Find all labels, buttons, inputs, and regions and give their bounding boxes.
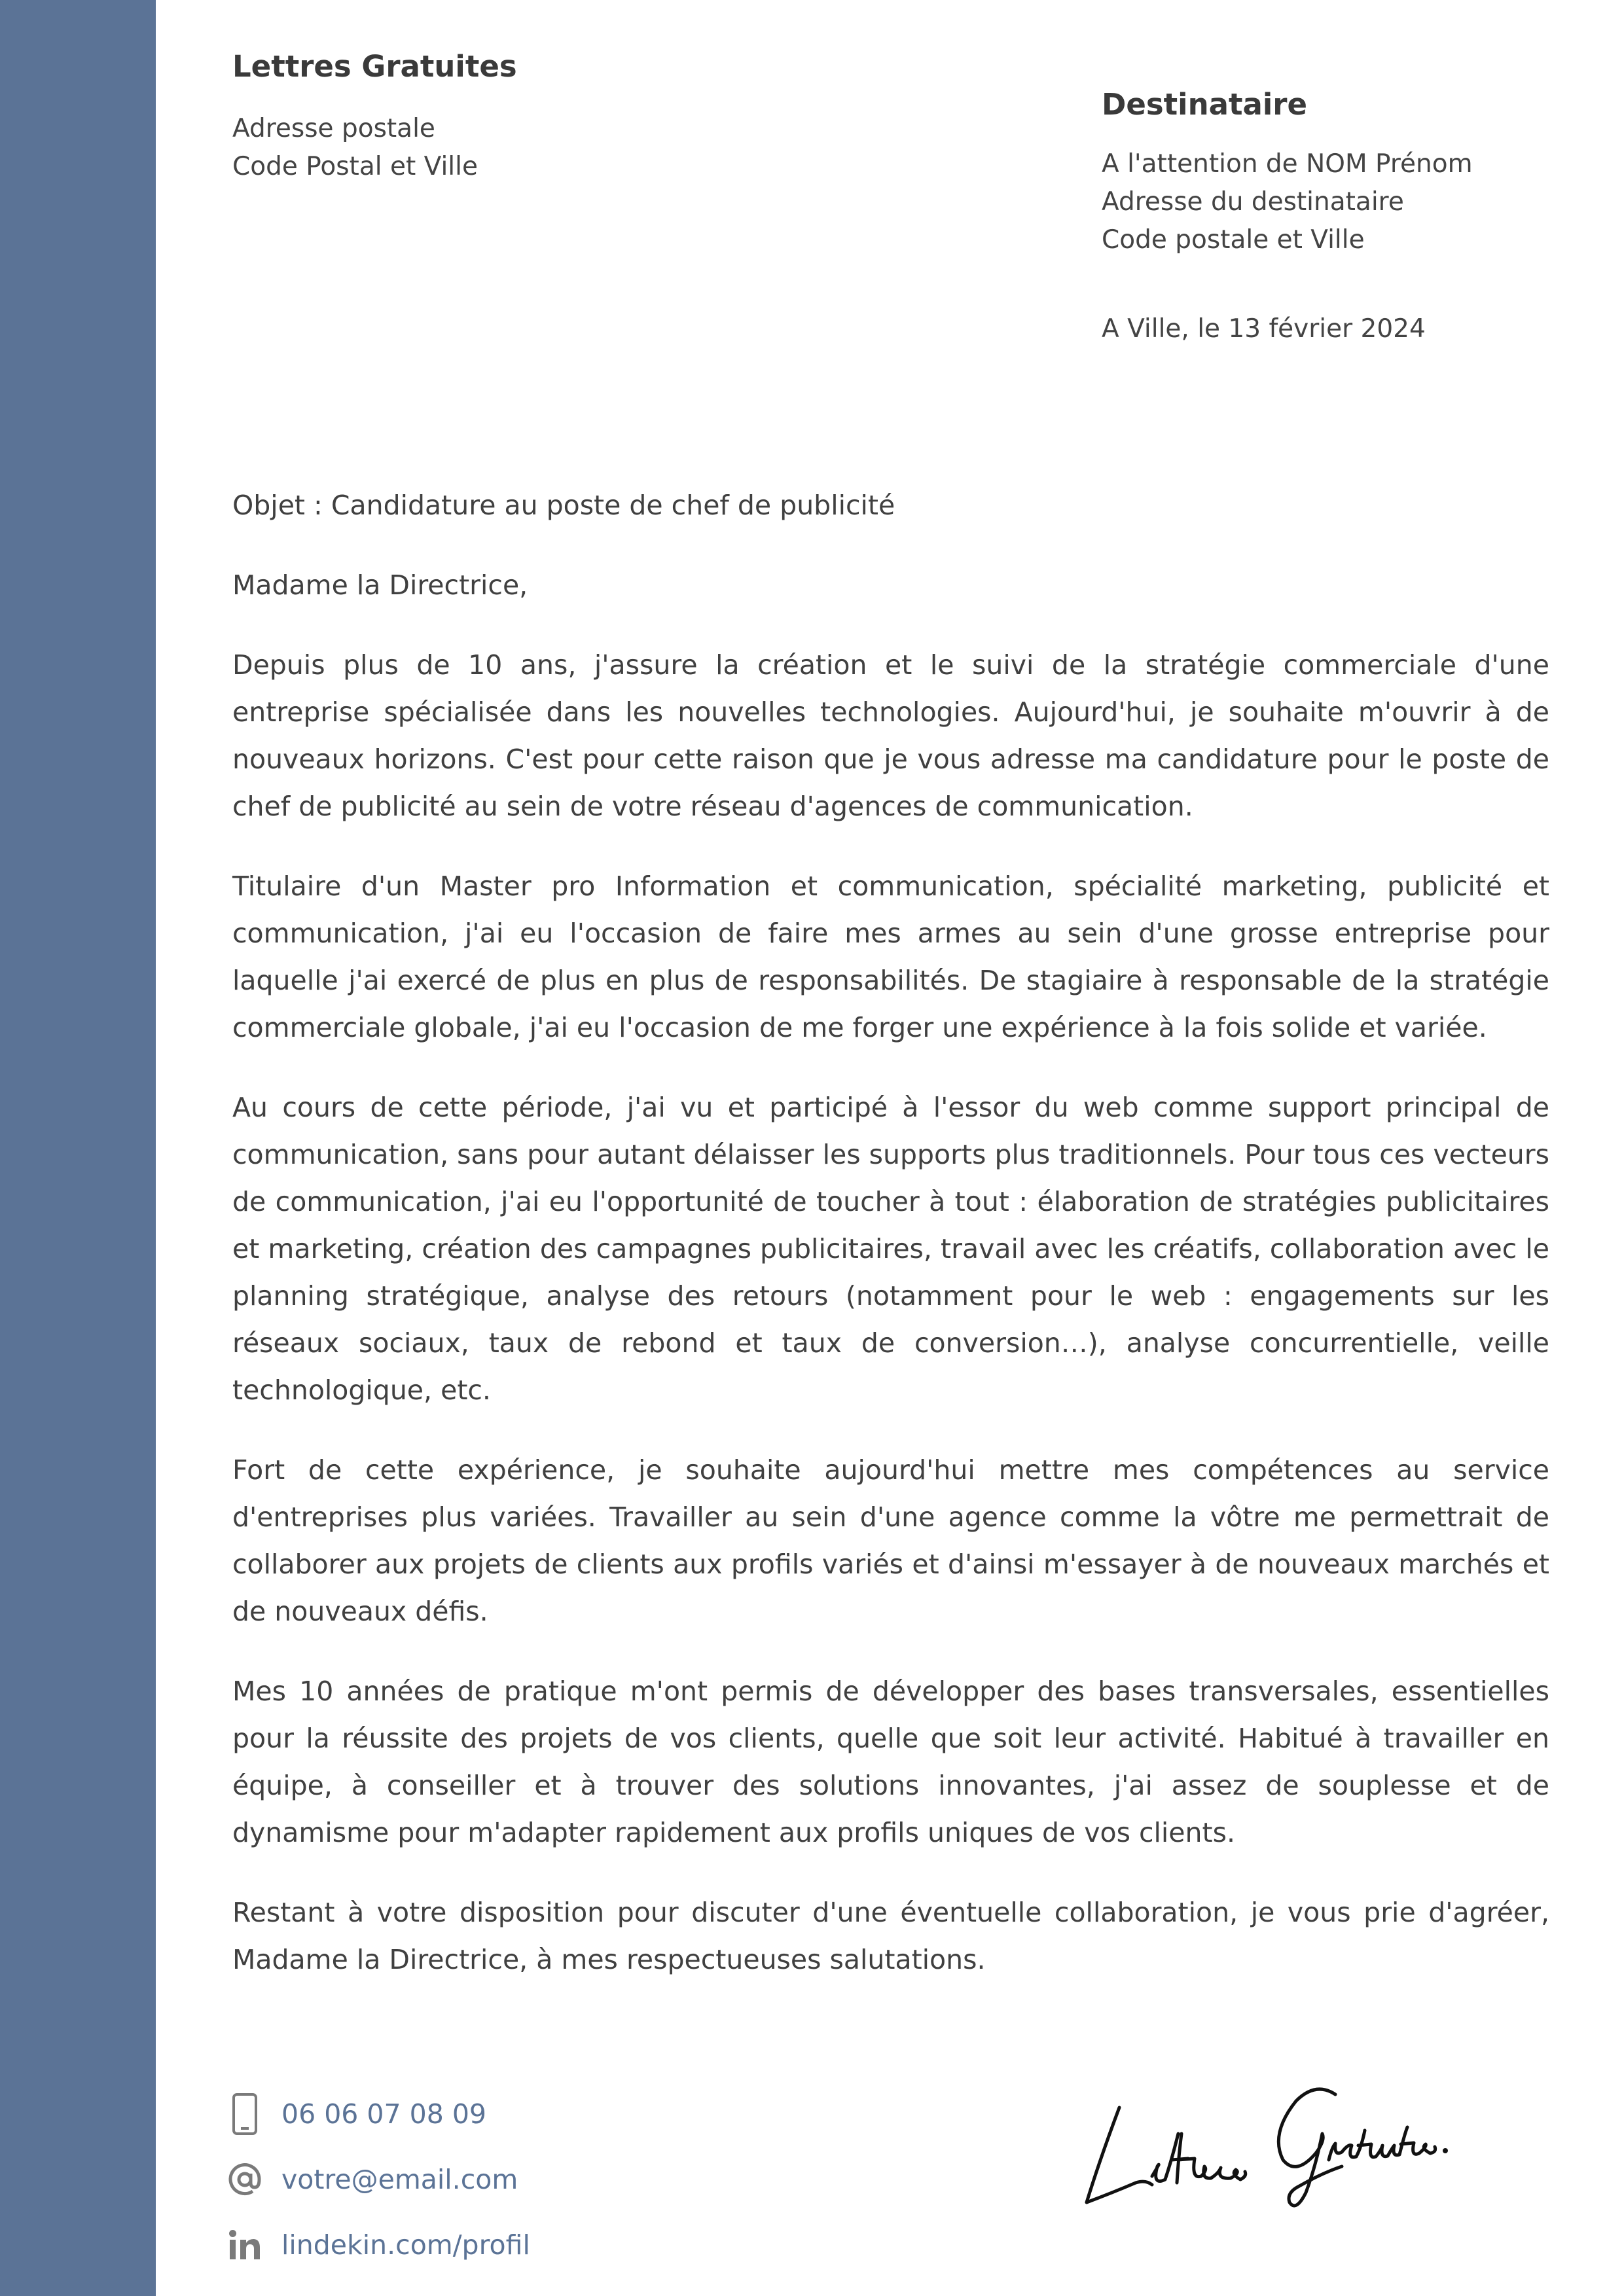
phone-icon: [228, 2094, 262, 2134]
letter-body: [232, 482, 1549, 2016]
linkedin-url[interactable]: lindekin.com/profil: [281, 2229, 530, 2261]
recipient-block: [1102, 85, 1599, 259]
paragraph-3: Au cours de cette période, j'ai vu et participé à l'essor du web comme support principal de communication, sans pour autant délaisser les supports plus traditionnels. Pour tous ces vecteurs de communication, j'ai eu l'opportunité de toucher à tout : élaboration de stratégies publicitaires et marketing, création des campagnes publicitaires, travail avec les créatifs, collaboration avec le planning stratégique, analyse des retours (notamment pour le web : engagements sur les réseaux sociaux, taux de rebond et taux de conversion…), analyse concurrentielle, veille technologique, etc.: [232, 1092, 1549, 1406]
letter-date: A Ville, le 13 février 2024: [1102, 314, 1426, 344]
sender-block: [232, 47, 821, 186]
recipient-title: Destinataire: [1102, 87, 1308, 122]
contact-phone: [228, 2081, 817, 2147]
sender-address-line1: Adresse postale: [232, 114, 435, 143]
recipient-line3: Code postale et Ville: [1102, 225, 1365, 255]
signature: [1074, 2062, 1460, 2219]
letter-salutation: Madame la Directrice,: [232, 569, 528, 601]
contact-email: [228, 2147, 817, 2212]
paragraph-4: Fort de cette expérience, je souhaite aujourd'hui mettre mes compétences au service d'entreprises plus variées. Travailler au sein d'une agence comme la vôtre me permettrait de collaborer aux projets de clients aux profils variés et d'ainsi m'essayer à de nouveaux marchés et de nouveaux défis.: [232, 1454, 1549, 1627]
paragraph-5: Mes 10 années de pratique m'ont permis de développer des bases transversales, essentielles pour la réussite des projets de vos clients, quelle que soit leur activité. Habitué à travailler en équipe, à conseiller et à trouver des solutions innovantes, j'ai assez de souplesse et de dynamisme pour m'adapter rapidement aux profils uniques de vos clients.: [232, 1676, 1549, 1848]
paragraph-1: Depuis plus de 10 ans, j'assure la création et le suivi de la stratégie commerciale d'une entreprise spécialisée dans les nouvelles technologies. Aujourd'hui, je souhaite m'ouvrir à de nouveaux horizons. C'est pour cette raison que je vous adresse ma candidature pour le poste de chef de publicité au sein de votre réseau d'agences de communication.: [232, 649, 1549, 822]
email-address[interactable]: votre@email.com: [281, 2164, 518, 2195]
paragraph-2: Titulaire d'un Master pro Information et communication, spécialité marketing, publicité et communication, j'ai eu l'occasion de faire mes armes au sein d'une grosse entreprise pour laquelle j'ai exercé de plus en plus de responsabilités. De stagiaire à responsable de la stratégie commerciale globale, j'ai eu l'occasion de me forger une expérience à la fois solide et variée.: [232, 870, 1549, 1043]
sender-address-line2: Code Postal et Ville: [232, 152, 478, 181]
contact-linkedin: [228, 2212, 817, 2278]
sidebar-band: [0, 0, 156, 2296]
contact-block: [228, 2081, 817, 2278]
recipient-line1: A l'attention de NOM Prénom: [1102, 149, 1473, 179]
paragraph-closing: Restant à votre disposition pour discuter d'une éventuelle collaboration, je vous prie d'agréer, Madame la Directrice, à mes respectueuses salutations.: [232, 1897, 1549, 1975]
sender-name: Lettres Gratuites: [232, 49, 517, 84]
at-icon: [228, 2160, 262, 2199]
phone-number[interactable]: 06 06 07 08 09: [281, 2098, 486, 2130]
linkedin-icon: [228, 2225, 262, 2265]
letter-subject: Objet : Candidature au poste de chef de publicité: [232, 490, 895, 521]
recipient-line2: Adresse du destinataire: [1102, 187, 1404, 217]
